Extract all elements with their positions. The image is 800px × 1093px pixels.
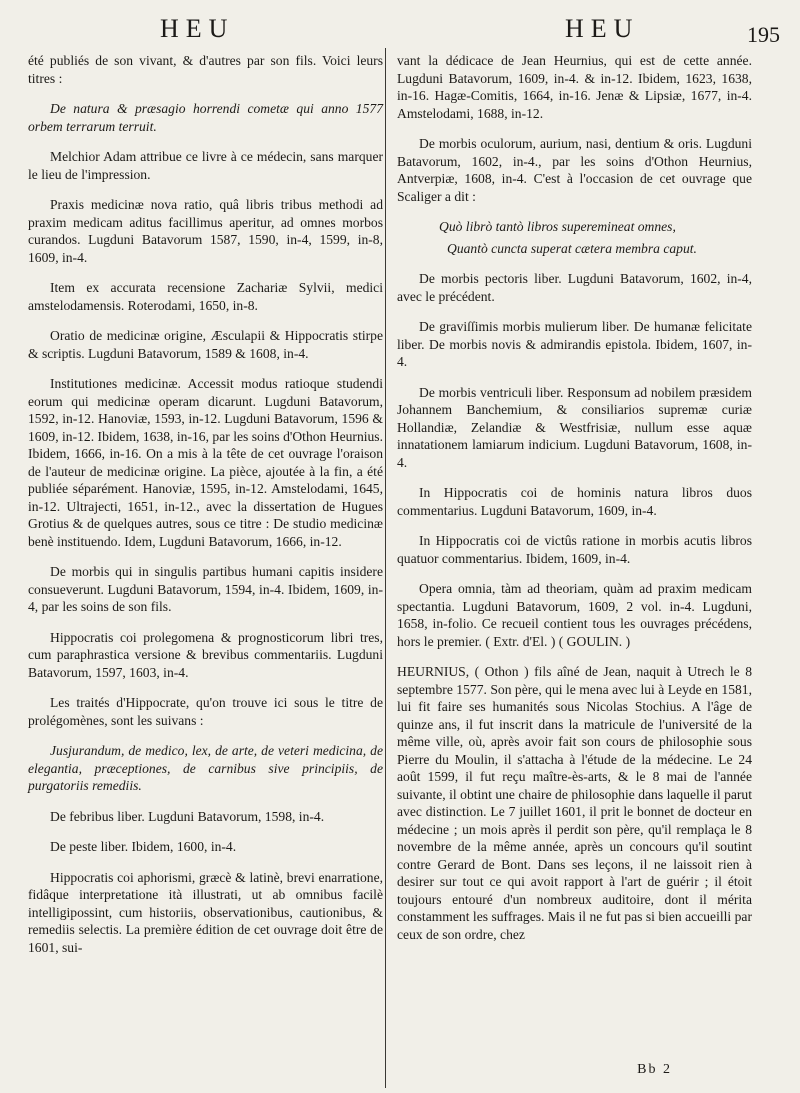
paragraph: vant la dédicace de Jean Heurnius, qui est de cette année. Lugduni Batavorum, 1609, in-4. & in-12. Ibidem, 1623, 1638, in-16. Hagæ-Comitis, 1664, in-16. Jenæ & Lipsiæ, 1677, in-4. Amstelodami, 1688, in-12. [397,53,752,121]
paragraph: Melchior Adam attribue ce livre à ce médecin, sans marquer le lieu de l'impression. [28,149,383,182]
treatise-list: Jusjurandum, de medico, lex, de arte, de veteri medicina, de elegantia, præceptiones, de carnibus sive principiis, de purgatoriis remediis. [28,743,383,793]
title-entry: Institutiones medicinæ. Accessit modus ratioque studendi eorum qui medicinæ operam dicarunt. Lugduni Batavorum, 1592, in-12. Hanoviæ, 1593, in-12. Lugduni Batavorum, 1596 & 1609, in-12. Ibidem, 1638, in-16, par les soins d'Othon Heurnius. Ibidem, 1666, in-16. On a mis à la tête de cet ouvrage l'oraison de l'auteur de medicinæ origine. La pièce, ajoutée à la fin, a été publiée séparément. Hanoviæ, 1595, in-12. Amstelodami, 1645, in-12. Ultrajecti, 1651, in-12., avec la dissertation de Hugues Grotius & de quelques autres, sous ce titre : De studio medicinæ benè instituendo. Idem, Lugduni Batavorum, 1666, in-12. [28,376,383,549]
column-rule [385,48,386,1088]
running-head-left: HEU [160,14,235,43]
page-number: 195 [747,22,780,47]
signature-mark: Bb 2 [637,1062,672,1077]
title-entry: De morbis ventriculi liber. Responsum ad nobilem præsidem Johannem Banchemium, & consiliarios supremæ curiæ Hollandiæ, Zelandiæ & Westfrisiæ, nullum esse aquæ innatationem lamiarum indicium. Lugduni Batavorum, 1608, in-4. [397,384,752,470]
paragraph: été publiés de son vivant, & d'autres par son fils. Voici leurs titres : [28,53,383,86]
title-entry: Hippocratis coi prolegomena & prognosticorum libri tres, cum paraphrastica versione & brevibus commentariis. Lugduni Batavorum, 1597, 1603, in-4. [28,629,383,680]
title-entry: De morbis qui in singulis partibus humani capitis insidere consueverunt. Lugduni Batavorum, 1594, in-4. Ibidem, 1609, in-4, par les soins de son fils. [28,564,383,614]
title-entry: Opera omnia, tàm ad theoriam, quàm ad praxim medicam spectantia. Lugduni Batavorum, 1609, 2 vol. in-4. Lugduni, 1658, in-folio. Ce recueil contient tous les ouvrages précédens, hors le premier. ( Extr. d'El. ) ( GOULIN. ) [397,581,752,649]
title-entry: De morbis oculorum, aurium, nasi, dentium & oris. Lugduni Batavorum, 1602, in-4., par les soins d'Othon Heurnius, Antverpiæ, 1608, in-4. C'est à l'occasion de cet ouvrage que Scaliger a dit : [397,136,752,204]
verse-line: Quò librò tantò libros superemineat omnes, [439,219,676,234]
title-entry: Oratio de medicinæ origine, Æsculapii & Hippocratis stirpe & scriptis. Lugduni Batavorum, 1589 & 1608, in-4. [28,328,383,361]
title-entry: De febribus liber. Lugduni Batavorum, 1598, in-4. [50,808,325,824]
paragraph: Les traités d'Hippocrate, qu'on trouve ici sous le titre de prolégomènes, sont les suivans : [28,695,383,728]
left-column [28,52,383,969]
biography-entry: HEURNIUS, ( Othon ) fils aîné de Jean, naquit à Utrech le 8 septembre 1577. Son père, qui le mena avec lui à Leyde en 1581, lui fit faire ses humanités sous Nicolas Stochius. A l'âge de quinze ans, il fut inscrit dans la matricule de l'université de la même ville, où, après avoir fait son cours de philosophie sous Pierre du Moulin, il s'attacha à l'étude de la médecine. Le 24 août 1599, il fut reçu maître-ès-arts, & le 8 mai de l'année suivante, il obtint une chaire de philosophie dans laquelle il parut avec distinction. Le 7 juillet 1601, il prit le bonnet de docteur en médecine ; un mois après il perdit son père, qu'il remplaça le 8 novembre de la même année, après un concours qu'il soutint contre Gerard de Bont. Dans ses leçons, il ne laissoit rien à desirer sur tout ce qui avoit rapport à l'art de guérir ; il étoit toujours entouré d'un nombreux auditoire, dont il mérita constamment les suffrages. Mais il ne fut pas si bien accueilli par ceux de son ordre, chez [397,664,752,942]
title-entry: Praxis medicinæ nova ratio, quâ libris tribus methodi ad praxim medicam aditus facillimus aperitur, ad omnes morbos curandos. Lugduni Batavorum 1587, 1590, in-4, 1599, in-8, 1609, in-4. [28,197,383,265]
title-entry: De natura & præsagio horrendi cometæ qui anno 1577 orbem terrarum terruit. [28,101,383,134]
right-column [397,52,752,956]
title-entry: Item ex accurata recensione Zachariæ Sylvii, medici amstelodamensis. Roterodami, 1650, in-8. [28,280,383,313]
title-entry: In Hippocratis coi de victûs ratione in morbis acutis libros quatuor commentarius. Ibidem, 1609, in-4. [397,533,752,566]
title-entry: De morbis pectoris liber. Lugduni Batavorum, 1602, in-4, avec le précédent. [397,271,752,304]
running-head-right: HEU [565,14,640,43]
verse-line: Quantò cuncta superat cætera membra caput. [447,240,697,256]
title-entry: In Hippocratis coi de hominis natura libros duos commentarius. Lugduni Batavorum, 1609, in-4. [397,485,752,518]
title-entry: De peste liber. Ibidem, 1600, in-4. [50,839,237,854]
title-entry: De graviſſimis morbis mulierum liber. De humanæ felicitate liber. De morbis novis & admirandis epistola. Ibidem, 1607, in-4. [397,319,752,369]
title-entry: Hippocratis coi aphorismi, græcè & latinè, brevi enarratione, fidâque interpretatione ità illustrati, ut ab omnibus facilè intelligipossint, cum historiis, observationibus, cautionibus, & remediis selectis. La première édition de cet ouvrage doit être de 1601, sui- [28,869,383,955]
